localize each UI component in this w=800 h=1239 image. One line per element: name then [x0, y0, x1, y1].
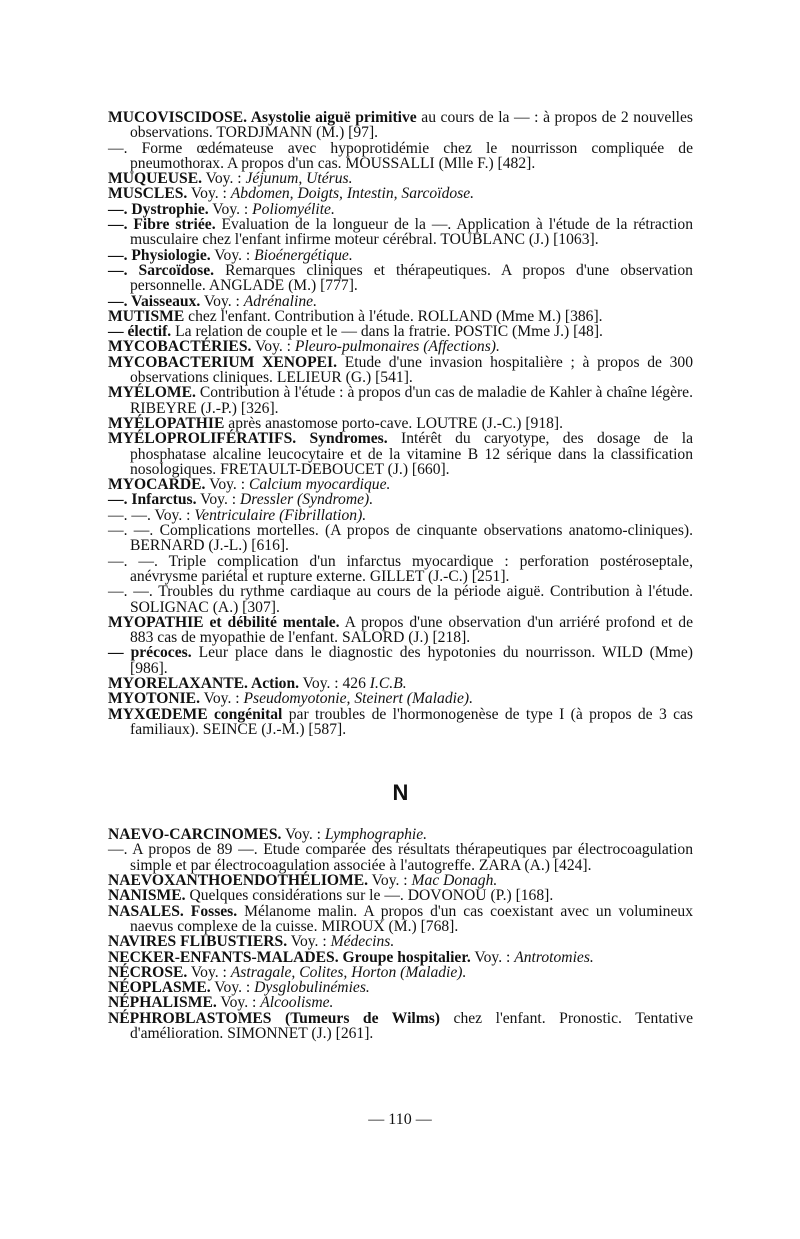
entry-reference: I.C.B.: [369, 674, 407, 692]
index-page: [108, 110, 693, 1041]
index-entry: [108, 477, 693, 492]
entry-text: —. A propos de 89 —. Etude comparée des résultats thérapeutiques par électrocoagulation simple et par électrocoagulation associée à l'autogreffe. ZARA (A.) [424].: [108, 841, 693, 874]
index-entry: [108, 584, 693, 615]
entry-text: Voy. :: [210, 246, 255, 264]
entries-m-list: [108, 110, 693, 737]
entry-reference: Antrotomies.: [514, 948, 594, 966]
entry-text: Etude d'une invasion hospitalière ; à propos de 300 observations cliniques. LELIEUR (G.) [541].: [130, 353, 693, 387]
entry-text: Voy. :: [187, 185, 231, 203]
index-entry: [108, 416, 693, 431]
index-entry: [108, 141, 693, 172]
entry-text: Voy. : 426: [299, 674, 370, 692]
entry-text: Voy. :: [216, 994, 261, 1012]
entries-n-list: [108, 827, 693, 1041]
index-entry: [108, 294, 693, 309]
entry-reference: Pseudomyotonie, Steinert (Maladie).: [243, 690, 473, 708]
entry-text: Voy. :: [368, 872, 412, 890]
index-entry: [108, 186, 693, 201]
entry-heading: NANISME.: [108, 887, 186, 905]
entry-text: Quelques considérations sur le —. DOVONOU (P.) [168].: [185, 887, 554, 905]
entry-heading: NAVIRES FLIBUSTIERS.: [108, 933, 288, 951]
entry-reference: Astragale, Colites, Horton (Maladie).: [230, 963, 467, 981]
entry-text: —. Forme œdémateuse avec hypoprotidémie chez le nourrisson compliquée de pneumothorax. A propos d'un cas. MOUSSALLI (Mlle F.) [482].: [108, 139, 693, 172]
index-entry: [108, 980, 693, 995]
entry-reference: Ventriculaire (Fibrillation).: [194, 506, 367, 524]
index-entry: [108, 888, 693, 903]
index-entry: [108, 309, 693, 324]
entry-text: par troubles de l'hormonogenèse de type I (à propos de 3 cas familiaux). SEINCE (J.-M.) [587].: [130, 705, 693, 738]
index-entry: [108, 324, 693, 339]
entry-text: après anastomose porto-cave. LOUTRE (J.-C.) [918].: [224, 414, 564, 432]
index-entry: [108, 615, 693, 646]
entry-heading: MYÉLOME.: [108, 384, 196, 402]
entry-heading: MYXŒDEME congénital: [108, 705, 283, 723]
entry-text: Leur place dans le diagnostic des hypotonies du nourrisson. WILD (Mme) [986].: [130, 644, 693, 677]
entry-text: Voy. :: [187, 963, 231, 981]
entry-heading: — précoces.: [108, 644, 192, 662]
entry-text: Voy. :: [210, 979, 255, 997]
entry-text: Voy. :: [202, 170, 246, 188]
entry-heading: MYOCARDE.: [108, 476, 206, 494]
entry-text: Remarques cliniques et thérapeutiques. A propos d'une observation personnelle. ANGLADE (M.) [777].: [130, 261, 693, 295]
index-entry: [108, 492, 693, 507]
entry-text: A propos d'une observation d'un arriéré profond et de 883 cas de myopathie de l'enfant. SALORD (J.) [218].: [130, 613, 693, 647]
index-entry: [108, 554, 693, 585]
entry-heading: NASALES. Fosses.: [108, 902, 238, 920]
entry-heading: MYORELAXANTE. Action.: [108, 674, 300, 692]
index-entry: [108, 339, 693, 354]
index-entry: [108, 934, 693, 949]
index-entry: [108, 110, 693, 141]
index-entry: [108, 263, 693, 294]
entry-heading: —. Vaisseaux.: [108, 292, 201, 310]
entry-reference: Mac Donagh.: [411, 872, 498, 890]
entry-text: Voy. :: [287, 933, 331, 951]
entry-heading: NÉPHALISME.: [108, 994, 217, 1012]
entry-text: Voy. :: [200, 292, 244, 310]
index-entry: [108, 995, 693, 1010]
index-entry: [108, 385, 693, 416]
index-entry: [108, 842, 693, 873]
entry-reference: Abdomen, Doigts, Intestin, Sarcoïdose.: [230, 185, 475, 203]
entry-heading: — électif.: [108, 323, 172, 341]
entry-heading: MUQUEUSE.: [108, 170, 203, 188]
entry-heading: NÉPHROBLASTOMES (Tumeurs de Wilms): [108, 1009, 441, 1027]
entry-text: La relation de couple et le — dans la fratrie. POSTIC (Mme J.) [48].: [171, 323, 603, 341]
entry-heading: —. Infarctus.: [108, 491, 197, 509]
entry-text: Voy. :: [200, 690, 244, 708]
entry-heading: NAEVO-CARCINOMES.: [108, 826, 282, 844]
entry-text: Voy. :: [205, 476, 249, 494]
entry-text: Intérêt du caryotype, des dosage de la phosphatase alcaline leucocytaire et de la vitamine B 12 sérique dans la classification nosologiques. FRETAULT-DEBOUCET (J.) [660].: [130, 430, 693, 478]
entry-heading: MYOPATHIE et débilité mentale.: [108, 613, 340, 631]
entry-heading: MYOTONIE.: [108, 690, 200, 708]
index-entry: [108, 217, 693, 248]
entry-reference: Bioénergétique.: [254, 246, 353, 264]
entry-text: Voy. :: [470, 948, 515, 966]
entry-text: Evaluation de la longueur de la —. Application à l'étude de la rétraction musculaire chez l'enfant infirme moteur cérébral. TOUBLANC (J.) [1063].: [130, 216, 694, 249]
index-entry: [108, 431, 693, 477]
entry-heading: —. Sarcoïdose.: [108, 261, 215, 279]
index-entry: [108, 202, 693, 217]
section-letter: N: [392, 780, 409, 806]
entry-heading: NÉOPLASME.: [108, 979, 211, 997]
index-entry: [108, 904, 693, 935]
entry-text: —. —. Voy. :: [108, 506, 195, 524]
entry-heading: —. Physiologie.: [108, 246, 211, 264]
entry-heading: —. Fibre striée.: [108, 216, 216, 234]
entry-reference: Alcoolisme.: [260, 994, 334, 1012]
entry-text: Voy. :: [281, 826, 325, 844]
entry-heading: MUSCLES.: [108, 185, 188, 203]
entry-heading: —. Dystrophie.: [108, 200, 209, 218]
entry-heading: NECKER-ENFANTS-MALADES. Groupe hospitalier.: [108, 948, 471, 966]
index-entry: [108, 523, 693, 554]
index-entry: [108, 827, 693, 842]
entry-reference: Jéjunum, Utérus.: [245, 170, 353, 188]
entry-text: Contribution à l'étude : à propos d'un cas de maladie de Kahler à chaîne légère. RIBEYRE (J.-P.) [326].: [130, 384, 693, 417]
index-entry: [108, 1011, 693, 1042]
entry-text: —. —. Triple complication d'un infarctus myocardique : perforation postéroseptale, anévrysme pariétal et rupture externe. GILLET (J.-C.) [251].: [108, 552, 693, 585]
entry-text: Voy. :: [251, 338, 295, 356]
entry-heading: MYCOBACTÉRIES.: [108, 338, 252, 356]
entry-text: —. —. Troubles du rythme cardiaque au cours de la période aiguë. Contribution à l'étude. SOLIGNAC (A.) [307].: [108, 583, 693, 616]
page-number: — 110 —: [368, 1111, 432, 1128]
index-entry: [108, 707, 693, 738]
entry-reference: Poliomyélite.: [252, 200, 335, 218]
index-entry: [108, 950, 693, 965]
entry-heading: MYCOBACTERIUM XENOPEI.: [108, 353, 338, 371]
index-entry: [108, 645, 693, 676]
entry-text: chez l'enfant. Contribution à l'étude. ROLLAND (Mme M.) [386].: [184, 307, 603, 325]
entry-heading: MUCOVISCIDOSE. Asystolie aiguë primitive: [108, 109, 417, 126]
index-entry: [108, 691, 693, 706]
entry-reference: Calcium myocardique.: [248, 476, 391, 494]
entry-heading: MYÉLOPROLIFÉRATIFS. Syndromes.: [108, 430, 388, 448]
entry-heading: MUTISME: [108, 307, 185, 325]
entry-text: Voy. :: [208, 200, 253, 218]
entry-reference: Pleuro-pulmonaires (Affections).: [294, 338, 500, 356]
entry-text: chez l'enfant. Pronostic. Tentative d'amélioration. SIMONNET (J.) [261].: [130, 1009, 693, 1043]
entry-reference: Adrénaline.: [243, 292, 317, 310]
entry-text: au cours de la — : à propos de 2 nouvelles observations. TORDJMANN (M.) [97].: [130, 109, 693, 142]
index-entry: [108, 171, 693, 186]
entry-reference: Lymphographie.: [324, 826, 428, 844]
entry-text: —. —. Complications mortelles. (A propos de cinquante observations anatomo-cliniques). BERNARD (J.-L.) [616].: [108, 522, 693, 555]
entry-text: Voy. :: [196, 491, 240, 509]
index-entry: [108, 873, 693, 888]
index-entry: [108, 508, 693, 523]
entry-heading: MYÉLOPATHIE: [108, 414, 225, 432]
index-entry: [108, 676, 693, 691]
entry-reference: Dressler (Syndrome).: [240, 491, 374, 509]
entry-heading: NÉCROSE.: [108, 963, 188, 981]
entry-reference: Dysglobulinémies.: [254, 979, 370, 997]
entry-heading: NAEVOXANTHOENDOTHÉLIOME.: [108, 872, 369, 890]
entry-text: Mélanome malin. A propos d'un cas coexistant avec un volumineux naevus complexe de la cuisse. MIROUX (M.) [768].: [130, 902, 693, 935]
index-entry: [108, 248, 693, 263]
entry-reference: Médecins.: [330, 933, 395, 951]
index-entry: [108, 965, 693, 980]
index-entry: [108, 355, 693, 386]
